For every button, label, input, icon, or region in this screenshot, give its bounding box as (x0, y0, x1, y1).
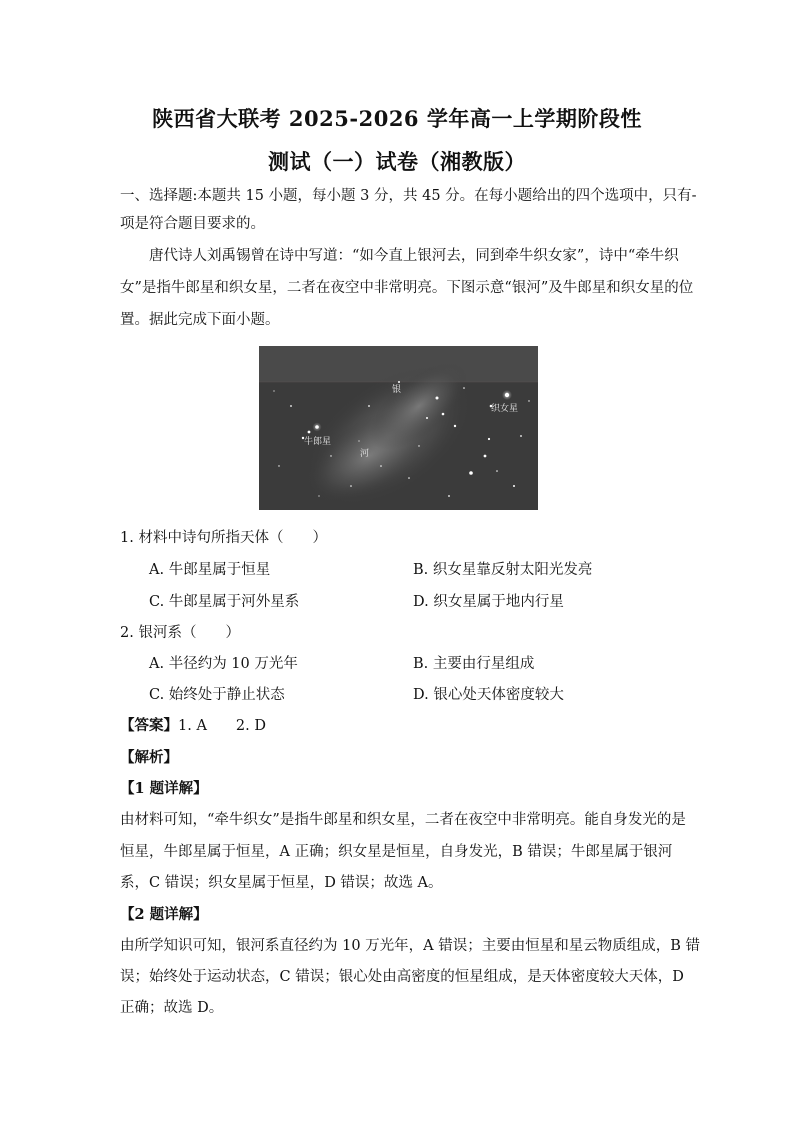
question-2-stem: 2. 银河系（ ） (120, 625, 240, 641)
q1-analysis-line3: 系，C 错误；织女星属于恒星，D 错误；故选 A。 (120, 875, 443, 891)
question-2-option-b: B. 主要由行星组成 (413, 656, 535, 672)
q1-analysis-label: 【1 题详解】 (120, 780, 208, 797)
question-1-option-b: B. 织女星靠反射太阳光发亮 (413, 562, 593, 578)
q2-analysis-line3: 正确；故选 D。 (120, 1000, 224, 1016)
q1-analysis-line1: 由材料可知，“牵牛织女”是指牛郎星和织女星，二者在夜空中非常明亮。能自身发光的是 (120, 812, 686, 828)
night-sky-image (259, 346, 538, 510)
figure-label-he: 河 (360, 449, 370, 459)
figure-label-yin: 银 (392, 385, 402, 395)
document-title-line1: 陕西省大联考 2025-2026 学年高一上学期阶段性 (152, 106, 642, 131)
section-heading-line2: 项是符合题目要求的。 (120, 216, 265, 232)
document-title-line2: 测试（一）试卷（湘教版） (268, 149, 526, 174)
question-2-option-d: D. 银心处天体密度较大 (413, 687, 564, 703)
figure-label-zhinv: 织女星 (491, 404, 519, 414)
material-line3: 置。据此完成下面小题。 (120, 312, 280, 328)
question-2-option-c: C. 始终处于静止状态 (149, 687, 285, 703)
material-line2: 女”是指牛郎星和织女星，二者在夜空中非常明亮。下图示意“银河”及牛郎星和织女星的位 (120, 280, 694, 296)
answer-label: 【答案】 (120, 717, 178, 734)
question-2-option-a: A. 半径约为 10 万光年 (149, 656, 298, 672)
q1-analysis-line2: 恒星，牛郎星属于恒星，A 正确；织女星是恒星，自身发光，B 错误；牛郎星属于银河 (120, 844, 673, 860)
q2-analysis-line2: 误；始终处于运动状态，C 错误；银心处由高密度的恒星组成，是天体密度较大天体，D (120, 969, 684, 985)
question-1-option-c: C. 牛郎星属于河外星系 (149, 594, 300, 610)
question-1-option-d: D. 织女星属于地内行星 (413, 594, 564, 610)
answer-value: 1. A 2. D (178, 718, 266, 734)
q2-analysis-line1: 由所学知识可知，银河系直径约为 10 万光年，A 错误；主要由恒星和星云物质组成，B 错 (120, 938, 701, 954)
section-heading-line1: 一、选择题:本题共 15 小题，每小题 3 分，共 45 分。在每小题给出的四个选项中，只有- (120, 188, 697, 204)
analysis-label: 【解析】 (120, 749, 178, 766)
answer-row (120, 716, 266, 736)
q2-analysis-label: 【2 题详解】 (120, 906, 208, 923)
material-line1: 唐代诗人刘禹锡曾在诗中写道：“如今直上银河去，同到牵牛织女家”，诗中“牵牛织 (149, 248, 679, 264)
question-1-option-a: A. 牛郎星属于恒星 (149, 562, 271, 578)
milky-way-figure (259, 346, 538, 510)
question-1-stem: 1. 材料中诗句所指天体（ ） (120, 530, 327, 546)
figure-label-niulang: 牛郎星 (304, 437, 332, 447)
